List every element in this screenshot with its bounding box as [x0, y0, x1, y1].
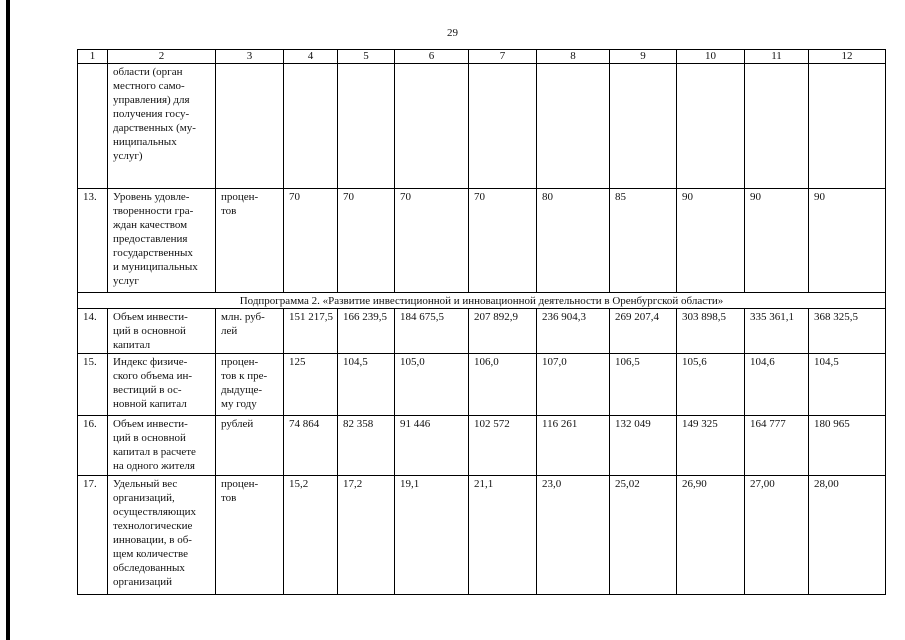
table-body	[78, 50, 886, 595]
unit-cell	[216, 189, 284, 293]
unit-line: му году	[221, 398, 257, 410]
indicator-name-line: дарственных (му-	[113, 122, 196, 134]
indicator-name-line: предоставления	[113, 233, 188, 245]
column-number-row	[78, 50, 886, 64]
column-number-cell: 11	[745, 50, 809, 64]
unit-line: процен-	[221, 478, 259, 490]
indicator-name-cell	[108, 189, 216, 293]
indicator-name-cell	[108, 64, 216, 189]
row-number-cell: 14.	[78, 309, 108, 354]
value-cell: 91 446	[395, 416, 469, 476]
value-cell	[284, 64, 338, 189]
indicator-name-line: осуществляющих	[113, 506, 196, 518]
subprogram-title: Подпрограмма 2. «Развитие инвестиционной и инновационной деятельности в Оренбургской области»	[78, 293, 886, 309]
row-number-cell: 15.	[78, 354, 108, 416]
value-cell: 151 217,5	[284, 309, 338, 354]
indicator-name-line: ций в основной	[113, 325, 186, 337]
indicators-table	[77, 49, 886, 595]
indicator-name-cell	[108, 309, 216, 354]
indicator-name-line: Индекс физиче-	[113, 356, 188, 368]
unit-line: процен-	[221, 356, 259, 368]
value-cell: 15,2	[284, 476, 338, 595]
value-cell: 164 777	[745, 416, 809, 476]
indicator-name-line: и муниципальных	[113, 261, 198, 273]
value-cell: 106,0	[469, 354, 537, 416]
value-cell: 90	[809, 189, 886, 293]
indicator-name-line: получения госу-	[113, 108, 190, 120]
value-cell	[395, 64, 469, 189]
value-cell: 90	[745, 189, 809, 293]
value-cell: 180 965	[809, 416, 886, 476]
unit-line: тов к пре-	[221, 370, 268, 382]
row-number-cell: 17.	[78, 476, 108, 595]
value-cell: 166 239,5	[338, 309, 395, 354]
value-cell: 368 325,5	[809, 309, 886, 354]
page-number: 29	[447, 27, 458, 39]
value-cell: 184 675,5	[395, 309, 469, 354]
value-cell: 70	[395, 189, 469, 293]
value-cell: 90	[677, 189, 745, 293]
unit-line: тов	[221, 492, 237, 504]
indicator-name-line: обследованных	[113, 562, 185, 574]
column-number-cell: 5	[338, 50, 395, 64]
value-cell: 23,0	[537, 476, 610, 595]
unit-cell	[216, 476, 284, 595]
scan-left-border	[6, 0, 10, 640]
indicator-name-line: Объем инвести-	[113, 418, 188, 430]
column-number-cell: 6	[395, 50, 469, 64]
value-cell: 70	[284, 189, 338, 293]
value-cell: 28,00	[809, 476, 886, 595]
indicator-name-line: на одного жителя	[113, 460, 195, 472]
value-cell: 105,0	[395, 354, 469, 416]
value-cell	[216, 64, 284, 189]
indicator-name-line: инновации, в об-	[113, 534, 192, 546]
value-cell: 74 864	[284, 416, 338, 476]
unit-cell	[216, 416, 284, 476]
value-cell: 70	[338, 189, 395, 293]
value-cell: 25,02	[610, 476, 677, 595]
indicator-name-line: капитал в расчете	[113, 446, 196, 458]
table-row	[78, 189, 886, 293]
value-cell: 116 261	[537, 416, 610, 476]
value-cell: 107,0	[537, 354, 610, 416]
value-cell: 70	[469, 189, 537, 293]
column-number-cell: 4	[284, 50, 338, 64]
value-cell: 104,5	[338, 354, 395, 416]
indicator-name-line: вестиций в ос-	[113, 384, 182, 396]
indicator-name-line: Объем инвести-	[113, 311, 188, 323]
value-cell: 85	[610, 189, 677, 293]
row-number-cell: 13.	[78, 189, 108, 293]
table-row	[78, 476, 886, 595]
indicator-name-cell	[108, 354, 216, 416]
value-cell: 27,00	[745, 476, 809, 595]
indicator-name-line: технологические	[113, 520, 193, 532]
value-cell	[745, 64, 809, 189]
column-number-cell: 9	[610, 50, 677, 64]
column-number-cell: 10	[677, 50, 745, 64]
indicator-name-cell	[108, 416, 216, 476]
value-cell: 80	[537, 189, 610, 293]
value-cell: 149 325	[677, 416, 745, 476]
unit-line: лей	[221, 325, 238, 337]
value-cell: 269 207,4	[610, 309, 677, 354]
value-cell: 125	[284, 354, 338, 416]
value-cell: 82 358	[338, 416, 395, 476]
indicator-name-line: ждан качеством	[113, 219, 188, 231]
indicator-name-line: творенности гра-	[113, 205, 194, 217]
value-cell	[677, 64, 745, 189]
value-cell: 236 904,3	[537, 309, 610, 354]
indicator-name-line: государственных	[113, 247, 193, 259]
indicator-name-line: ций в основной	[113, 432, 186, 444]
unit-line: тов	[221, 205, 237, 217]
value-cell: 105,6	[677, 354, 745, 416]
indicator-name-line: местного само-	[113, 80, 185, 92]
indicator-name-line: услуг	[113, 275, 139, 287]
value-cell: 303 898,5	[677, 309, 745, 354]
value-cell: 17,2	[338, 476, 395, 595]
indicator-name-line: ского объема ин-	[113, 370, 193, 382]
indicator-name-line: управления) для	[113, 94, 190, 106]
value-cell: 102 572	[469, 416, 537, 476]
column-number-cell: 8	[537, 50, 610, 64]
unit-cell	[216, 309, 284, 354]
indicator-name-line: организаций,	[113, 492, 175, 504]
value-cell: 104,5	[809, 354, 886, 416]
value-cell: 106,5	[610, 354, 677, 416]
value-cell: 132 049	[610, 416, 677, 476]
value-cell	[809, 64, 886, 189]
column-number-cell: 3	[216, 50, 284, 64]
value-cell	[537, 64, 610, 189]
indicator-name-line: услуг)	[113, 150, 143, 162]
indicator-name-line: ниципальных	[113, 136, 177, 148]
table-row	[78, 309, 886, 354]
unit-line: млн. руб-	[221, 311, 265, 323]
indicator-name-line: щем количестве	[113, 548, 188, 560]
value-cell: 21,1	[469, 476, 537, 595]
unit-line: дыдуще-	[221, 384, 263, 396]
indicator-name-line: Уровень удовле-	[113, 191, 190, 203]
table-row	[78, 416, 886, 476]
indicator-name-line: Удельный вес	[113, 478, 178, 490]
value-cell: 207 892,9	[469, 309, 537, 354]
indicator-name-line: капитал	[113, 339, 151, 351]
column-number-cell: 12	[809, 50, 886, 64]
indicator-name-line: новной капитал	[113, 398, 187, 410]
value-cell: 19,1	[395, 476, 469, 595]
unit-line: рублей	[221, 418, 254, 430]
row-number-cell: 16.	[78, 416, 108, 476]
table-row-continuation	[78, 64, 886, 189]
value-cell: 26,90	[677, 476, 745, 595]
value-cell	[338, 64, 395, 189]
value-cell: 335 361,1	[745, 309, 809, 354]
column-number-cell: 1	[78, 50, 108, 64]
row-number-cell	[78, 64, 108, 189]
column-number-cell: 2	[108, 50, 216, 64]
value-cell: 104,6	[745, 354, 809, 416]
unit-cell	[216, 354, 284, 416]
value-cell	[469, 64, 537, 189]
table-row	[78, 354, 886, 416]
subprogram-row	[78, 293, 886, 309]
value-cell	[610, 64, 677, 189]
column-number-cell: 7	[469, 50, 537, 64]
indicator-name-line: области (орган	[113, 66, 183, 78]
indicator-name-line: организаций	[113, 576, 173, 588]
unit-line: процен-	[221, 191, 259, 203]
indicator-name-cell	[108, 476, 216, 595]
